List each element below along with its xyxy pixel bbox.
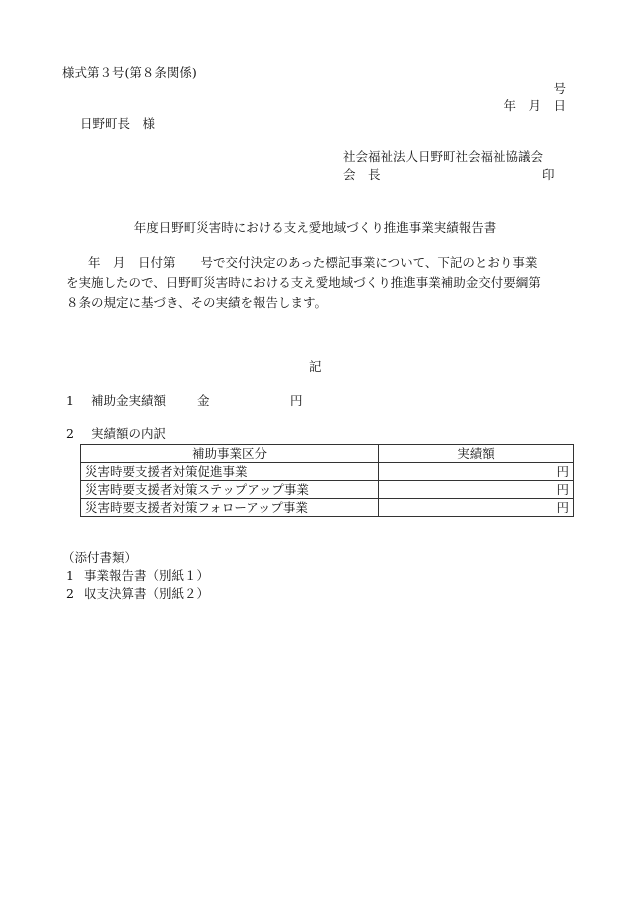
sender-title: 会 長 xyxy=(343,167,381,182)
form-label: 様式第３号(第８条関係) xyxy=(62,65,197,80)
ki-heading: 記 xyxy=(309,359,322,374)
table-header-row xyxy=(81,445,574,463)
table-row xyxy=(81,463,574,481)
attachment-number: 2 xyxy=(66,586,74,601)
header-amount: 実績額 xyxy=(379,445,574,463)
report-title: 年度日野町災害時における支え愛地域づくり推進事業実績報告書 xyxy=(133,220,497,235)
item1-number: 1 xyxy=(66,393,74,408)
row-amount: 円 xyxy=(379,499,574,517)
addressee: 日野町長 様 xyxy=(80,116,156,131)
attachments-heading: （添付書類） xyxy=(62,550,138,565)
item1-unit: 円 xyxy=(290,393,303,408)
header-category: 補助事業区分 xyxy=(81,445,379,463)
attachment-number: 1 xyxy=(66,568,74,583)
sender-organization: 社会福祉法人日野町社会福祉協議会 xyxy=(343,149,544,164)
item2-label: 実績額の内訳 xyxy=(91,426,167,441)
breakdown-table xyxy=(80,444,574,517)
row-category: 災害時要支援者対策ステップアップ事業 xyxy=(81,481,379,499)
row-amount: 円 xyxy=(379,463,574,481)
body-line: ８条の規定に基づき、その実績を報告します。 xyxy=(66,295,328,310)
attachment-text: 事業報告書（別紙１） xyxy=(84,568,210,583)
body-line: を実施したので、日野町災害時における支え愛地域づくり推進事業補助金交付要綱第 xyxy=(66,275,541,290)
document-number: 号 xyxy=(553,81,566,96)
report-body xyxy=(66,253,572,313)
document-date: 年 月 日 xyxy=(503,98,566,113)
item2-number: 2 xyxy=(66,426,74,441)
row-category: 災害時要支援者対策フォローアップ事業 xyxy=(81,499,379,517)
body-line: 年 月 日付第 号で交付決定のあった標記事業について、下記のとおり事業 xyxy=(88,255,538,270)
row-category: 災害時要支援者対策促進事業 xyxy=(81,463,379,481)
table-row xyxy=(81,499,574,517)
attachment-text: 収支決算書（別紙２） xyxy=(84,586,210,601)
row-amount: 円 xyxy=(379,481,574,499)
item1-label: 補助金実績額 xyxy=(91,393,167,408)
item1-prefix: 金 xyxy=(197,393,210,408)
seal-mark: 印 xyxy=(542,167,555,182)
table-row xyxy=(81,481,574,499)
